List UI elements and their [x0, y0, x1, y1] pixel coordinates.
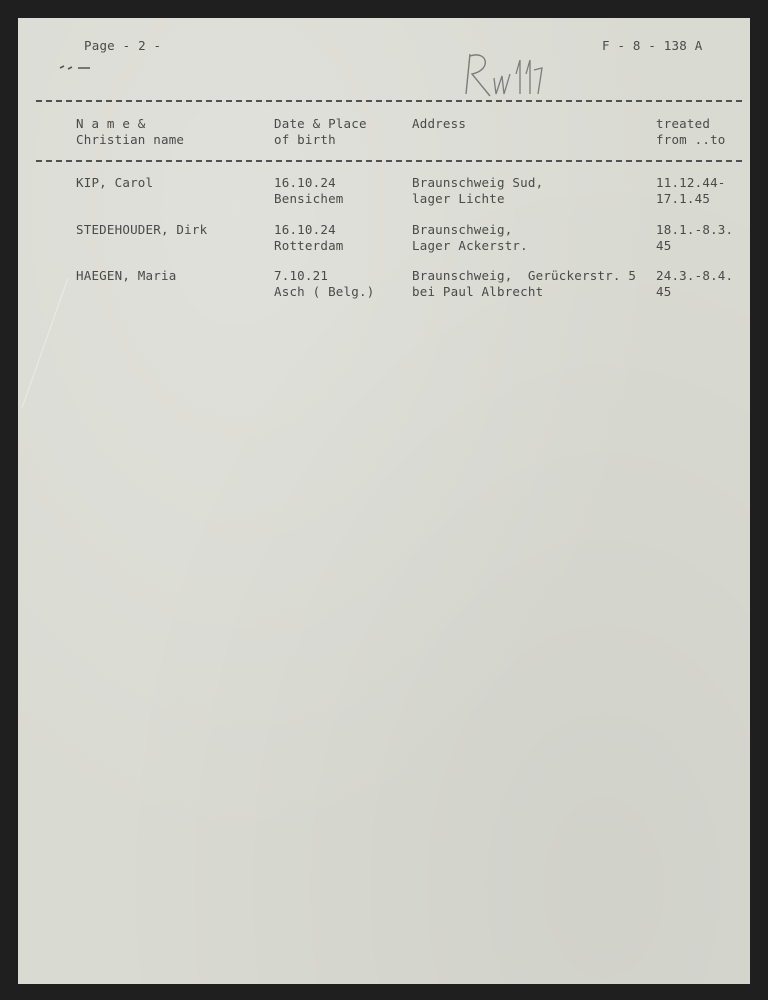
- row-treated: 11.12.44- 17.1.45: [656, 175, 726, 206]
- page-number-label: Page - 2 -: [84, 38, 162, 53]
- row-name: KIP, Carol: [76, 175, 154, 190]
- paper-crease: [18, 278, 88, 408]
- row-address: Braunschweig Sud, lager Lichte: [412, 175, 544, 206]
- column-header-name: N a m e & Christian name: [76, 116, 185, 147]
- ink-smudge: [58, 62, 118, 72]
- row-name: HAEGEN, Maria: [76, 268, 177, 283]
- column-header-treated: treated from ..to: [656, 116, 726, 147]
- table-header-rule: [36, 160, 742, 162]
- row-treated: 18.1.-8.3. 45: [656, 222, 734, 253]
- file-reference: F - 8 - 138 A: [602, 38, 703, 53]
- document-page: [18, 18, 750, 984]
- row-address: Braunschweig, Gerückerstr. 5 bei Paul Albrecht: [412, 268, 637, 299]
- column-header-birth: Date & Place of birth: [274, 116, 367, 147]
- row-birth: 16.10.24 Bensichem: [274, 175, 344, 206]
- column-header-address: Address: [412, 116, 467, 131]
- table-top-rule: [36, 100, 742, 102]
- handwritten-annotation: [458, 44, 548, 102]
- row-treated: 24.3.-8.4. 45: [656, 268, 734, 299]
- row-birth: 7.10.21 Asch ( Belg.): [274, 268, 375, 299]
- row-birth: 16.10.24 Rotterdam: [274, 222, 344, 253]
- row-name: STEDEHOUDER, Dirk: [76, 222, 208, 237]
- row-address: Braunschweig, Lager Ackerstr.: [412, 222, 528, 253]
